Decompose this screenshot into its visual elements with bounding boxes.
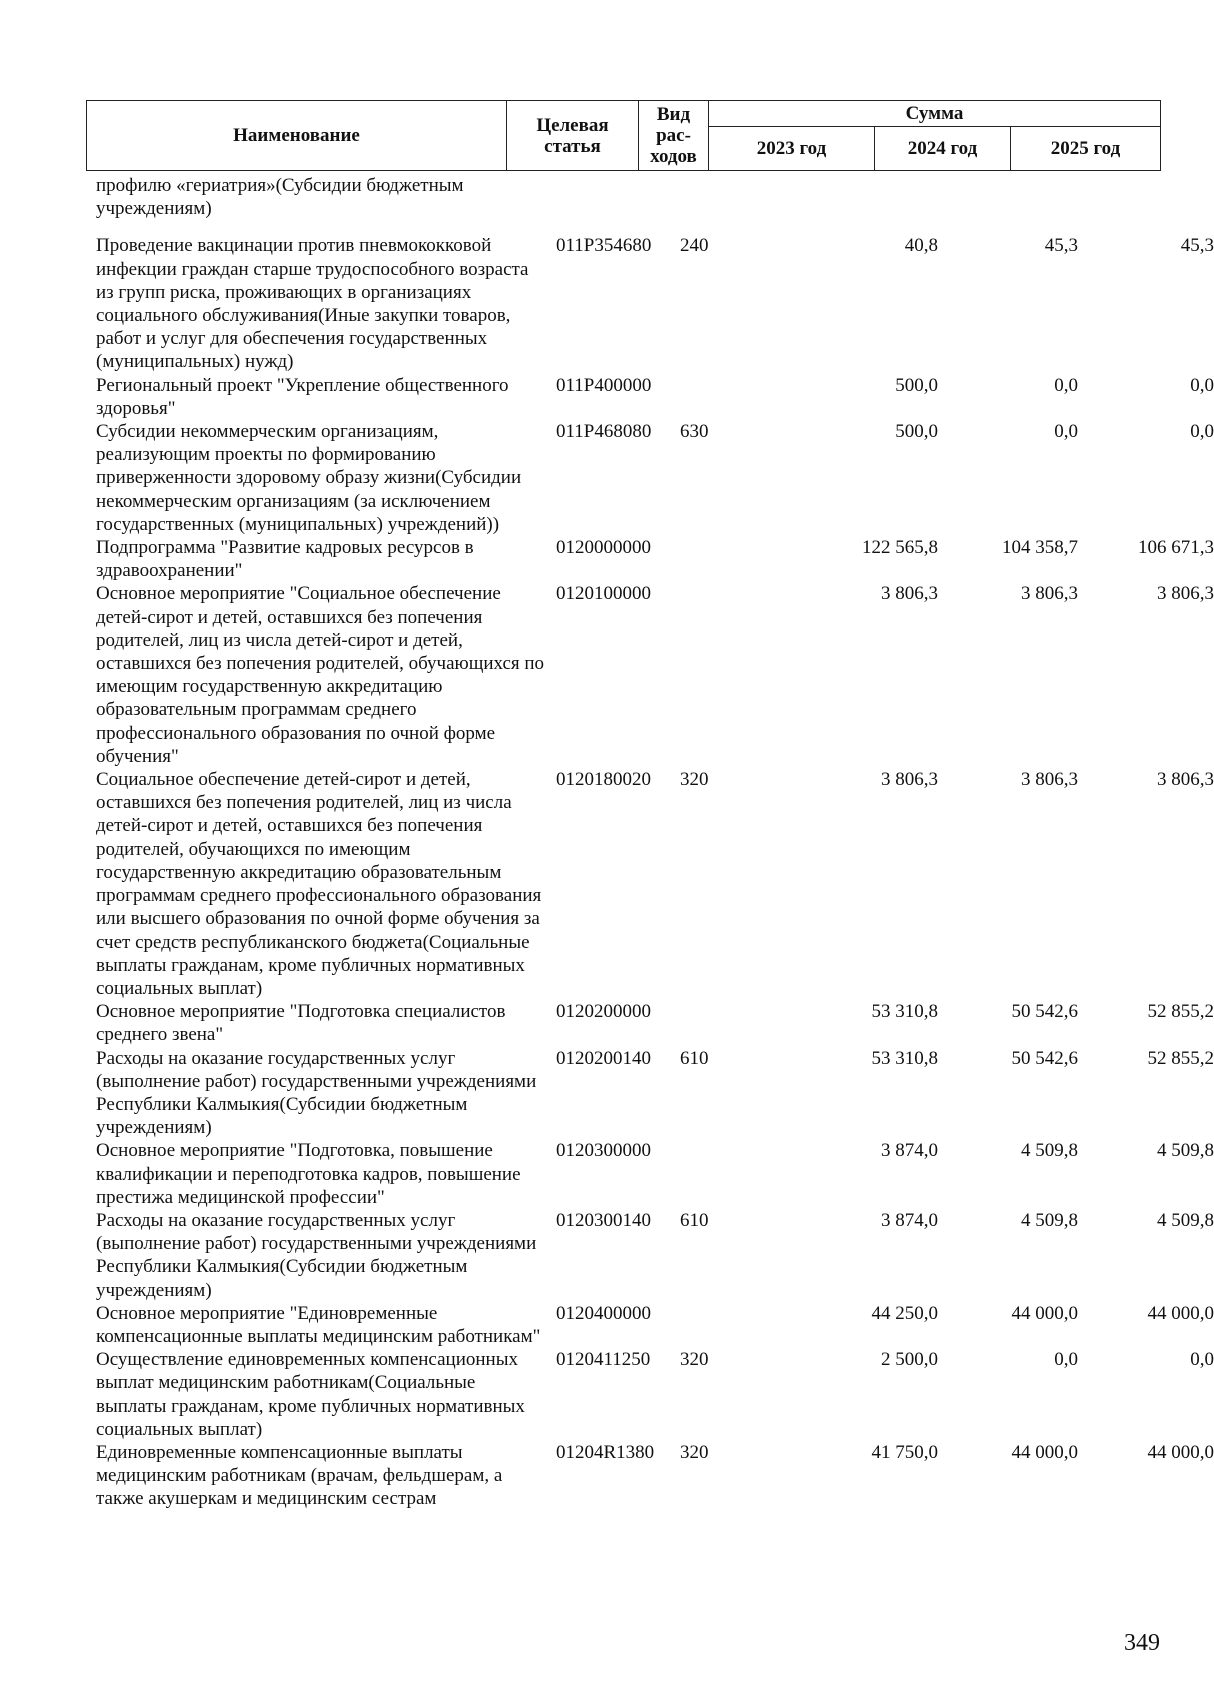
row-2023: 3 806,3: [881, 769, 938, 791]
header-code: [507, 101, 639, 171]
table-body: [86, 174, 1214, 1511]
row-name: профилю «гериатрия»(Субсидии бюджетным учреждениям): [96, 175, 464, 220]
row-2023: 40,8: [904, 235, 938, 257]
row-2025: 0,0: [1190, 374, 1214, 396]
row-code: 0120300000: [556, 1140, 651, 1162]
row-2024: 3 806,3: [1021, 583, 1078, 605]
row-2025: 0,0: [1190, 1349, 1214, 1371]
row-kind: 320: [680, 1349, 709, 1371]
row-2025: 106 671,3: [1138, 537, 1214, 559]
row-name: Основное мероприятие "Социальное обеспечение детей-сирот и детей, оставшихся без попечения родителей, лиц из числа детей-сирот и детей, оставшихся без попечения родителей, обучающихся по имеющим государственную аккредитацию образовательным программам среднего профессионального образования по очной форме обучения": [96, 583, 545, 767]
row-name: Осуществление единовременных компенсационных выплат медицинским работникам(Социальные выплаты гражданам, кроме публичных нормативных социальных выплат): [96, 1349, 525, 1440]
row-2024: 50 542,6: [1011, 1001, 1078, 1023]
row-code: 0120300140: [556, 1209, 651, 1231]
table-header: [86, 100, 1161, 171]
table-row: [86, 536, 1214, 582]
row-2025: 3 806,3: [1157, 583, 1214, 605]
table-row: [86, 1209, 1214, 1302]
row-code: 011P468080: [556, 421, 652, 443]
row-2025: 4 509,8: [1157, 1140, 1214, 1162]
row-2024: 3 806,3: [1021, 769, 1078, 791]
row-2023: 53 310,8: [871, 1047, 938, 1069]
row-2025: 0,0: [1190, 421, 1214, 443]
row-2023: 53 310,8: [871, 1001, 938, 1023]
row-2024: 45,3: [1044, 235, 1078, 257]
row-2024: 4 509,8: [1021, 1140, 1078, 1162]
row-2023: 500,0: [895, 421, 938, 443]
row-2023: 500,0: [895, 374, 938, 396]
row-code: 0120400000: [556, 1302, 651, 1324]
row-name: Основное мероприятие "Подготовка, повышение квалификации и переподготовка кадров, повышение престижа медицинской профессии": [96, 1140, 521, 1208]
header-2023: 2023 год: [709, 127, 875, 171]
row-kind: 320: [680, 1441, 709, 1463]
row-2023: 3 806,3: [881, 583, 938, 605]
row-name: Основное мероприятие "Единовременные компенсационные выплаты медицинским работникам": [96, 1302, 541, 1347]
row-2023: 2 500,0: [881, 1349, 938, 1371]
row-2024: 104 358,7: [1002, 537, 1078, 559]
row-code: 0120200140: [556, 1047, 651, 1069]
row-2025: 3 806,3: [1157, 769, 1214, 791]
row-name: Расходы на оказание государственных услуг (выполнение работ) государственными учреждениями Республики Калмыкия(Субсидии бюджетным учреждениям): [96, 1047, 537, 1139]
table-row: [86, 1000, 1214, 1046]
row-2023: 3 874,0: [881, 1140, 938, 1162]
row-kind: 610: [680, 1209, 709, 1231]
row-kind: 240: [680, 235, 709, 257]
table-row: [86, 1302, 1214, 1348]
row-name: Субсидии некоммерческим организациям, реализующим проекты по формированию приверженности здоровому образу жизни(Субсидии некоммерческим организациям (за исключением государственных (муниципальных) учреждений)): [96, 421, 522, 535]
table-row: [86, 234, 1214, 373]
row-2024: 50 542,6: [1011, 1047, 1078, 1069]
table-row: [86, 1441, 1214, 1511]
row-2024: 44 000,0: [1011, 1302, 1078, 1324]
header-kind-line2: рас-: [656, 125, 691, 146]
page-number: 349: [1124, 1630, 1160, 1656]
row-name: Подпрограмма "Развитие кадровых ресурсов в здравоохранении": [96, 537, 474, 582]
row-2025: 44 000,0: [1147, 1441, 1214, 1463]
row-2025: 44 000,0: [1147, 1302, 1214, 1324]
row-code: 0120180020: [556, 769, 651, 791]
row-2023: 122 565,8: [862, 537, 938, 559]
row-2024: 4 509,8: [1021, 1209, 1078, 1231]
row-2025: 52 855,2: [1147, 1047, 1214, 1069]
row-code: 0120200000: [556, 1001, 651, 1023]
header-kind: [639, 101, 709, 171]
row-name: Проведение вакцинации против пневмококковой инфекции граждан старше трудоспособного возраста из групп риска, проживающих в организациях социального обслуживания(Иные закупки товаров, работ и услуг для обеспечения государственных (муниципальных) нужд): [96, 235, 529, 373]
row-name: Социальное обеспечение детей-сирот и детей, оставшихся без попечения родителей, лиц из числа детей-сирот и детей, оставшихся без попечения родителей, обучающихся по имеющим государственную аккредитацию образовательным программам среднего профессионального образования или высшего образования по очной форме обучения за счет средств республиканского бюджета(Социальные выплаты гражданам, кроме публичных нормативных социальных выплат): [96, 769, 542, 999]
table-row: [86, 582, 1214, 768]
row-code: 011P354680: [556, 235, 652, 257]
table-row: [86, 374, 1214, 420]
row-code: 0120000000: [556, 537, 651, 559]
row-name: Единовременные компенсационные выплаты медицинским работникам (врачам, фельдшерам, а также акушеркам и медицинским сестрам: [96, 1441, 503, 1510]
row-2024: 0,0: [1054, 421, 1078, 443]
row-code: 01204R1380: [556, 1441, 655, 1463]
row-name: Основное мероприятие "Подготовка специалистов среднего звена": [96, 1001, 506, 1046]
row-2024: 0,0: [1054, 1349, 1078, 1371]
row-code: 011P400000: [556, 374, 652, 396]
row-name: Региональный проект "Укрепление общественного здоровья": [96, 374, 509, 419]
row-name: Расходы на оказание государственных услуг (выполнение работ) государственными учреждениями Республики Калмыкия(Субсидии бюджетным учреждениям): [96, 1209, 537, 1301]
header-2024: 2024 год: [875, 127, 1011, 171]
row-2025: 52 855,2: [1147, 1001, 1214, 1023]
table-row: [86, 1139, 1214, 1209]
row-2023: 44 250,0: [871, 1302, 938, 1324]
row-2025: 4 509,8: [1157, 1209, 1214, 1231]
header-name: Наименование: [87, 101, 507, 171]
header-kind-line1: Вид: [656, 104, 691, 125]
header-kind-line3: ходов: [650, 146, 697, 167]
table-row: [86, 420, 1214, 536]
header-2025: 2025 год: [1011, 127, 1161, 171]
table-row: [86, 768, 1214, 1000]
table-row: [86, 174, 1160, 220]
row-code: 0120100000: [556, 583, 651, 605]
row-2024: 44 000,0: [1011, 1441, 1078, 1463]
row-2023: 3 874,0: [881, 1209, 938, 1231]
row-code: 0120411250: [556, 1349, 651, 1371]
table-row: [86, 1348, 1214, 1441]
header-code-line2: статья: [544, 135, 601, 157]
header-sum: Сумма: [709, 101, 1161, 127]
header-code-line1: Целевая: [536, 114, 609, 136]
row-kind: 320: [680, 769, 709, 791]
row-kind: 610: [680, 1047, 709, 1069]
row-2024: 0,0: [1054, 374, 1078, 396]
table-row: [86, 1047, 1214, 1140]
row-kind: 630: [680, 421, 709, 443]
row-2025: 45,3: [1180, 235, 1214, 257]
row-2023: 41 750,0: [871, 1441, 938, 1463]
